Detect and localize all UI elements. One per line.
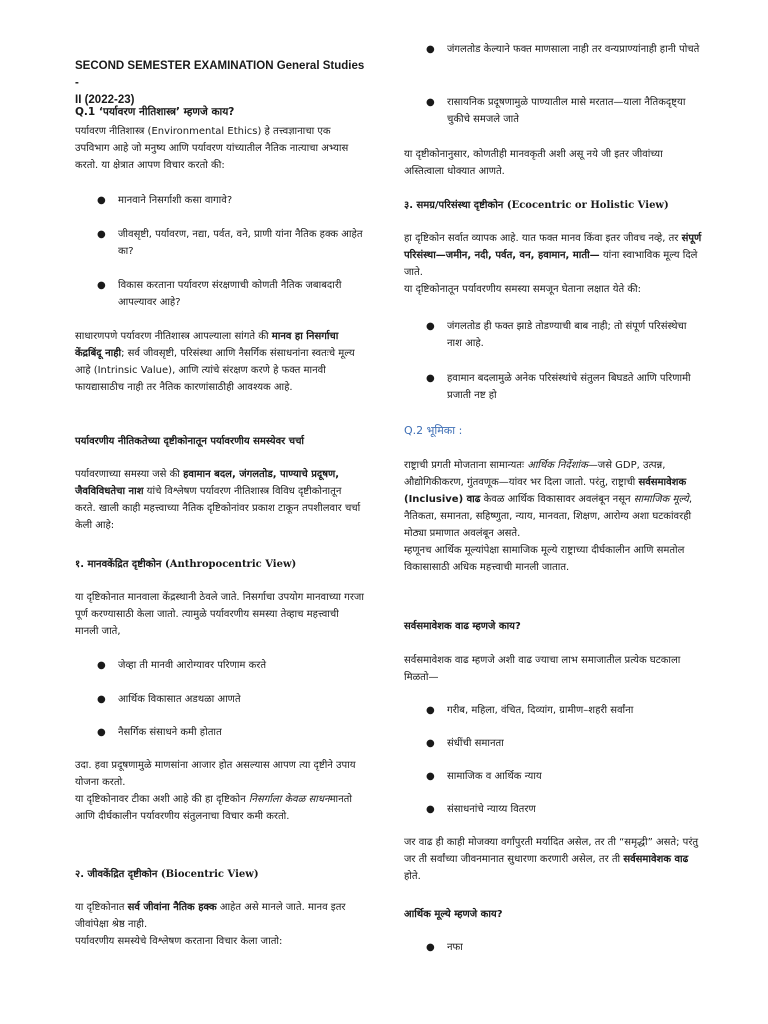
bullet-icon: ●	[97, 229, 106, 240]
list-item: ● विकास करताना पर्यावरण संरक्षणाची कोणती नैतिक जबाबदारी आपल्यावर आहे?	[75, 277, 365, 311]
list-item: ● रासायनिक प्रदूषणामुळे पाण्यातील मासे मरतात—याला नैतिकदृष्ट्या चुकीचे समजले जाते	[404, 94, 704, 128]
biocentric-paragraph: या दृष्टिकोनात सर्व जीवांना नैतिक हक्क आहेत असे मानले जाते. मानव इतर जीवांपेक्षा श्रेष्ठ नाही. पर्यावरणीय समस्येचे विश्लेषण करताना विचार केला जातो:	[75, 902, 346, 947]
list-item: ● जंगलतोड केल्याने फक्त माणसाला नाही तर वन्यप्राण्यांनाही हानी पोचते	[404, 41, 704, 58]
right-column	[404, 0, 704, 953]
q1-intro: पर्यावरण नीतिशास्त्र (Environmental Ethics) हे तत्त्वज्ञानाचा एक उपविभाग आहे जो मनुष्य आणि पर्यावरण यांच्यातील नैतिक नात्याचा अभ्यास करतो. या क्षेत्रात आपण विचार करतो की:	[75, 126, 349, 171]
ecocentric-paragraph: हा दृष्टिकोन सर्वात व्यापक आहे. यात फक्त मानव किंवा इतर जीवच नव्हे, तर संपूर्ण परिसंस्था—जमीन, नदी, पर्वत, वन, हवामान, माती— यांना स्वाभाविक मूल्य दिले जाते. या दृष्टिकोनातून पर्यावरणीय समस्या समजून घेताना लक्षात येते की:	[404, 233, 702, 295]
list-item: ● मानवाने निसर्गाशी कसा वागावे?	[75, 192, 365, 209]
list-item: ● आर्थिक विकासात अडथळा आणते	[75, 691, 365, 708]
anthropocentric-paragraph: या दृष्टिकोनात मानवाला केंद्रस्थानी ठेवले जाते. निसर्गाचा उपयोग मानवाच्या गरजा पूर्ण करण्यासाठी केला जातो. त्यामुळे पर्यावरणीय समस्या तेव्हाच महत्त्वाची मानली जाते,	[75, 592, 364, 637]
biocentric-conclusion: या दृष्टीकोनानुसार, कोणतीही मानवकृती अशी असू नये जी इतर जीवांच्या अस्तित्वाला धोक्यात आणते.	[404, 149, 663, 177]
bullet-icon: ●	[426, 97, 435, 108]
bullet-icon: ●	[97, 727, 106, 738]
list-item: ● जंगलतोड ही फक्त झाडे तोडण्याची बाब नाही; तो संपूर्ण परिसंस्थेचा नाश आहे.	[404, 318, 704, 352]
list-item: ● सामाजिक व आर्थिक न्याय	[404, 768, 704, 785]
ecocentric-heading: ३. समग्र/परिसंस्था दृष्टीकोन (Ecocentric or Holistic View)	[404, 200, 669, 211]
inclusive-growth-heading: सर्वसमावेशक वाढ म्हणजे काय?	[404, 621, 521, 632]
title-line-2: II (2022-23)	[75, 94, 135, 106]
environment-problems-paragraph: पर्यावरणाच्या समस्या जसे की हवामान बदल, जंगलतोड, पाण्याचे प्रदूषण, जैवविविधतेचा नाश यांचे विश्लेषण पर्यावरण नीतिशास्त्र विविध दृष्टीकोनातून करते. खाली काही महत्त्वाच्या नैतिक दृष्टिकोनांवर प्रकाश टाकून तपशीलवार चर्चा केली आहे:	[75, 469, 361, 531]
bullet-icon: ●	[426, 705, 435, 716]
left-column	[75, 0, 365, 947]
bullet-icon: ●	[97, 694, 106, 705]
bullet-icon: ●	[426, 373, 435, 384]
intrinsic-value-paragraph: साधारणपणे पर्यावरण नीतिशास्त्र आपल्याला सांगते की मानव हा निसर्गाचा केंद्रबिंदू नाही; सर्व जीवसृष्टी, परिसंस्था आणि नैसर्गिक संसाधनांना स्वतःचे मूल्य आहे (Intrinsic Value), आणि त्यांचे संरक्षण करणे हे फक्त मानवी फायद्यासाठीच नाही तर नैतिक कारणांसाठीही आवश्यक आहे.	[75, 331, 355, 393]
inclusive-growth-paragraph: सर्वसमावेशक वाढ म्हणजे अशी वाढ ज्याचा लाभ समाजातील प्रत्येक घटकाला मिळतो—	[404, 655, 681, 683]
list-item: ● संसाधनांचे न्याय्य वितरण	[404, 801, 704, 818]
q1-heading: Q.1 ‘पर्यावरण नीतिशास्त्र’ म्हणजे काय?	[75, 106, 235, 118]
list-item: ● हवामान बदलामुळे अनेक परिसंस्थांचे संतुलन बिघडते आणि परिणामी प्रजाती नष्ट हो	[404, 370, 704, 404]
bullet-icon: ●	[426, 942, 435, 953]
bullet-icon: ●	[97, 280, 106, 291]
bullet-icon: ●	[426, 738, 435, 749]
list-item: ● गरीब, महिला, वंचित, दिव्यांग, ग्रामीण–शहरी सर्वांना	[404, 702, 704, 719]
discussion-subheading: पर्यावरणीय नीतिकतेच्या दृष्टीकोनातून पर्यावरणीय समस्येवर चर्चा	[75, 436, 305, 447]
bullet-icon: ●	[97, 660, 106, 671]
list-item: ● नैसर्गिक संसाधने कमी होतात	[75, 724, 365, 741]
bullet-icon: ●	[426, 321, 435, 332]
bullet-icon: ●	[426, 771, 435, 782]
bullet-icon: ●	[426, 44, 435, 55]
anthropocentric-heading: १. मानवकेंद्रित दृष्टीकोन (Anthropocentric View)	[75, 559, 297, 570]
list-item: ● जेव्हा ती मानवी आरोग्यावर परिणाम करते	[75, 657, 365, 674]
prosperity-paragraph: जर वाढ ही काही मोजक्या वर्गांपुरती मर्यादित असेल, तर ती “समृद्धी” असते; परंतु जर ती सर्वांच्या जीवनमानात सुधारणा करणारी असेल, तर ती सर्वसमावेशक वाढ होते.	[404, 837, 699, 882]
bullet-icon: ●	[426, 804, 435, 815]
list-item: ● संधींची समानता	[404, 735, 704, 752]
list-item: ● जीवसृष्टी, पर्यावरण, नद्या, पर्वत, वने, प्राणी यांना नैतिक हक्क आहेत का?	[75, 226, 365, 260]
title-line-1: SECOND SEMESTER EXAMINATION General Studies -	[75, 60, 365, 89]
example-paragraph: उदा. हवा प्रदूषणामुळे माणसांना आजार होत असल्यास आपण त्या दृष्टीने उपाय योजना करतो. या दृष्टिकोनावर टीका अशी आहे की हा दृष्टिकोन निसर्गाला केवळ साधनमानतो आणि दीर्घकालीन पर्यावरणीय संतुलनाचा विचार कमी करतो.	[75, 760, 356, 822]
q2-heading: Q.2 भूमिका :	[404, 424, 463, 437]
economic-values-heading: आर्थिक मूल्ये म्हणजे काय?	[404, 909, 503, 920]
document-title	[75, 58, 365, 109]
bullet-icon: ●	[97, 195, 106, 206]
q2-paragraph: राष्ट्राची प्रगती मोजताना सामान्यतः आर्थिक निर्देशांक—जसे GDP, उत्पन्न, औद्योगिकीकरण, गुंतवणूक—यांवर भर दिला जातो. परंतु, राष्ट्राची सर्वसमावेशक (Inclusive) वाढ केवळ आर्थिक विकासावर अवलंबून नसून सामाजिक मूल्ये, नैतिकता, समानता, सहिष्णुता, न्याय, मानवता, शिक्षण, आरोग्य अशा घटकांवरही मोठ्या प्रमाणात अवलंबून असते. म्हणूनच आर्थिक मूल्यांपेक्षा सामाजिक मूल्ये राष्ट्राच्या दीर्घकालीन आणि समतोल विकासासाठी अधिक महत्त्वाची मानली जातात.	[404, 460, 693, 573]
list-item: ● नफा	[404, 939, 704, 956]
biocentric-heading: २. जीवकेंद्रित दृष्टीकोन (Biocentric View)	[75, 869, 259, 880]
